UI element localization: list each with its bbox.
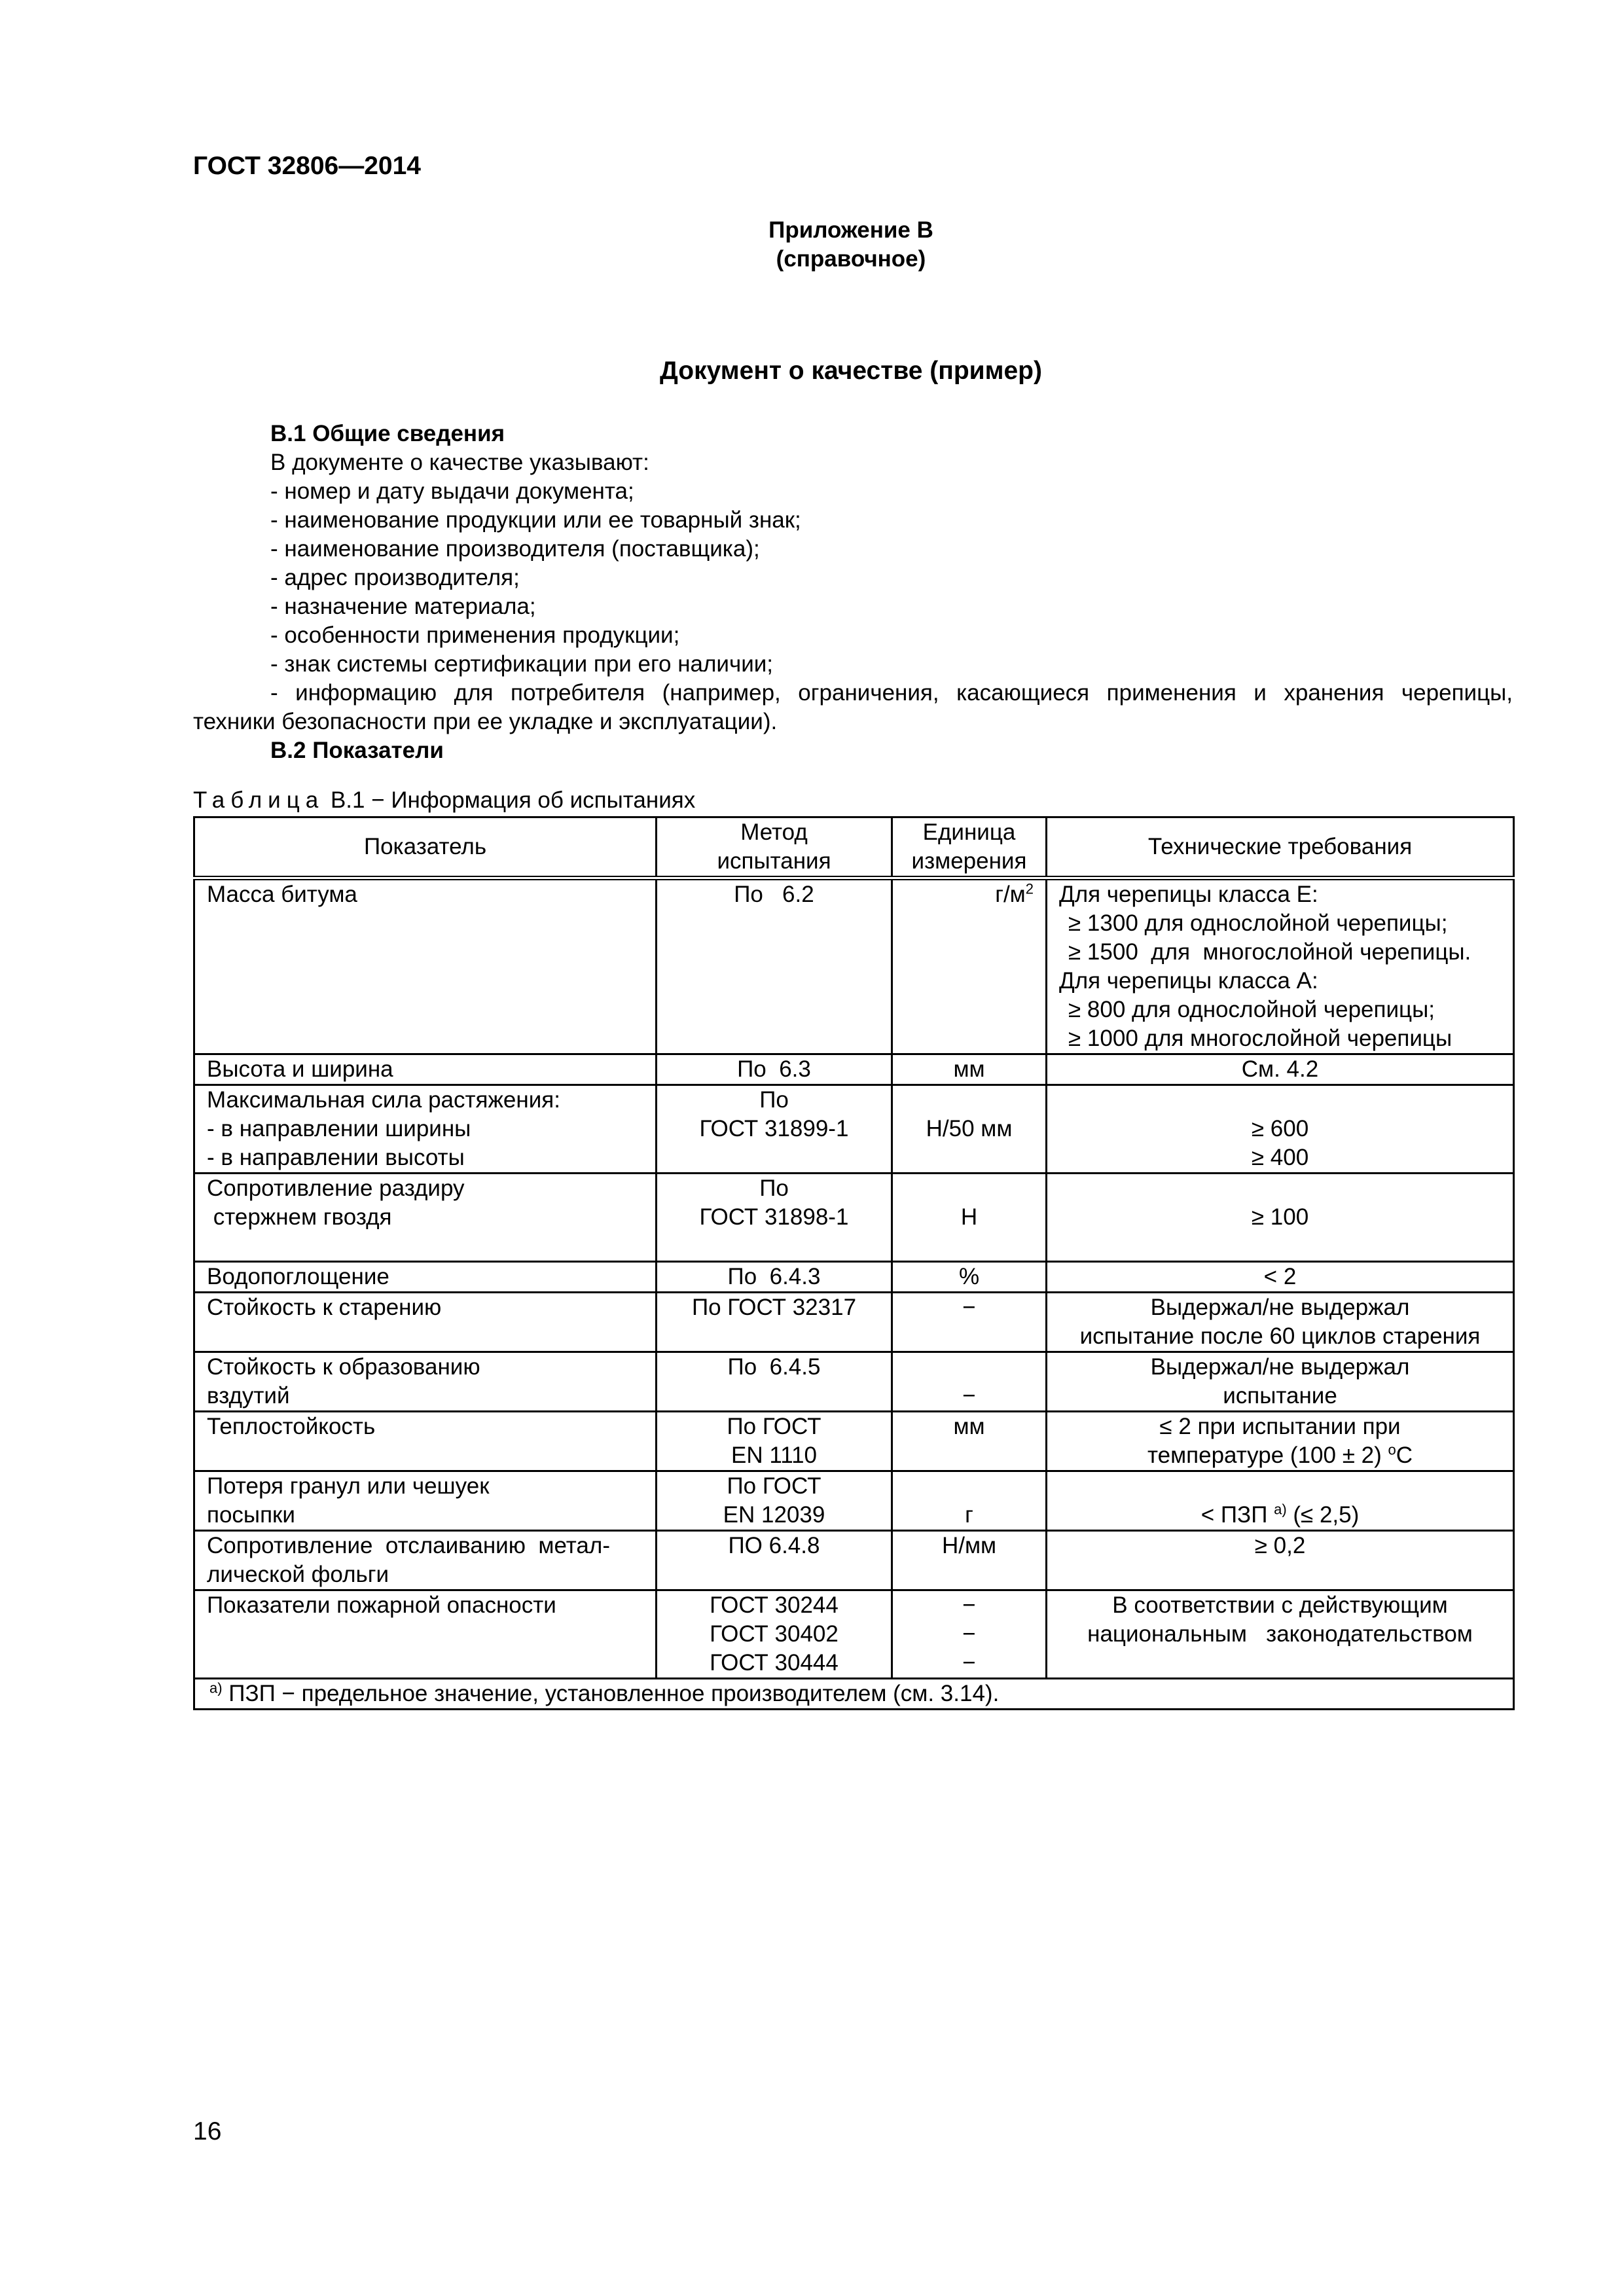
cell-line: Максимальная сила растяжения: bbox=[207, 1087, 560, 1113]
cell-unit bbox=[892, 1262, 1047, 1293]
cell-line: − bbox=[962, 1650, 976, 1676]
cell-line: По 6.2 bbox=[734, 882, 814, 907]
cell-line: ≥ 1000 для многослойной черепицы bbox=[1068, 1026, 1453, 1051]
cell-line: ≥ 1500 для многослойной черепицы. bbox=[1068, 939, 1471, 965]
cell-line: − bbox=[962, 1383, 976, 1408]
cell-indicator bbox=[194, 1085, 657, 1174]
document-code: ГОСТ 32806—2014 bbox=[193, 152, 421, 180]
table-header-row bbox=[194, 817, 1514, 878]
annex-kind: (справочное) bbox=[776, 246, 926, 272]
cell-line: % bbox=[958, 1264, 980, 1289]
cell-requirements bbox=[1047, 1054, 1514, 1085]
cell-indicator bbox=[194, 1174, 657, 1262]
cell-requirements bbox=[1047, 1085, 1514, 1174]
table-row bbox=[194, 1085, 1514, 1174]
table-row bbox=[194, 1471, 1514, 1531]
cell-method bbox=[657, 1293, 892, 1352]
cell-line: ≥ 0,2 bbox=[1254, 1533, 1306, 1558]
cell-method bbox=[657, 1412, 892, 1471]
footnote-ref: а) bbox=[1274, 1501, 1287, 1518]
table-row bbox=[194, 1590, 1514, 1679]
cell-line: ≤ 2 при испытании при bbox=[1159, 1414, 1401, 1439]
cell-line: Для черепицы класса А: bbox=[1059, 968, 1318, 994]
annex-title: Приложение В bbox=[768, 217, 933, 243]
cell-line: ≥ 800 для однослойной черепицы; bbox=[1068, 997, 1435, 1022]
header-requirements: Технические требования bbox=[1047, 817, 1514, 878]
cell-indicator bbox=[194, 1531, 657, 1590]
cell-method bbox=[657, 1054, 892, 1085]
cell-line: ПО 6.4.8 bbox=[728, 1533, 820, 1558]
cell-line: По 6.3 bbox=[737, 1056, 811, 1082]
document-title: Документ о качестве (пример) bbox=[660, 357, 1042, 385]
cell-unit bbox=[892, 1352, 1047, 1412]
cell-requirements bbox=[1047, 1352, 1514, 1412]
cell-method bbox=[657, 1590, 892, 1679]
cell-line: Сопротивление раздиру bbox=[207, 1175, 465, 1201]
cell-unit bbox=[892, 1085, 1047, 1174]
footnote-text: ПЗП − предельное значение, установленное производителем (см. 3.14). bbox=[222, 1681, 1000, 1706]
cell-line: Для черепицы класса Е: bbox=[1059, 882, 1318, 907]
cell-line bbox=[1059, 1441, 1501, 1470]
table-footnote-row bbox=[194, 1679, 1514, 1710]
cell-line: Потеря гранул или чешуек bbox=[207, 1473, 490, 1499]
header-unit bbox=[892, 817, 1047, 878]
table-row bbox=[194, 1531, 1514, 1590]
cell-indicator bbox=[194, 878, 657, 1054]
cell-line: По ГОСТ bbox=[727, 1414, 821, 1439]
cell-line: испытание bbox=[1223, 1383, 1337, 1408]
cell-line: По ГОСТ 32317 bbox=[691, 1295, 857, 1320]
cell-unit bbox=[892, 1412, 1047, 1471]
cell-indicator bbox=[194, 1590, 657, 1679]
table-row bbox=[194, 1412, 1514, 1471]
cell-line: стержнем гвоздя bbox=[207, 1204, 392, 1230]
cell-line: лической фольги bbox=[207, 1562, 389, 1587]
list-item: - особенности применения продукции; bbox=[270, 622, 680, 648]
cell-line: ≥ 1300 для однослойной черепицы; bbox=[1068, 910, 1448, 936]
table-row bbox=[194, 878, 1514, 1054]
req-text: (≤ 2,5) bbox=[1286, 1502, 1360, 1528]
cell-method bbox=[657, 1174, 892, 1262]
section-2-heading: В.2 Показатели bbox=[270, 738, 444, 763]
cell-requirements bbox=[1047, 878, 1514, 1054]
cell-method bbox=[657, 1471, 892, 1531]
table-row bbox=[194, 1174, 1514, 1262]
cell-method bbox=[657, 1531, 892, 1590]
cell-line: ГОСТ 31898-1 bbox=[699, 1204, 849, 1230]
cell-line: Стойкость к старению bbox=[207, 1295, 442, 1320]
section-1-intro: В документе о качестве указывают: bbox=[270, 450, 649, 475]
cell-unit bbox=[892, 878, 1047, 1054]
cell-line: - в направлении ширины bbox=[207, 1116, 471, 1141]
footnote-mark: а) bbox=[209, 1679, 223, 1696]
caption-rest: В.1 − Информация об испытаниях bbox=[324, 787, 696, 813]
cell-line: ≥ 600 bbox=[1251, 1116, 1309, 1141]
header-unit-line: Единица bbox=[922, 819, 1016, 845]
cell-line bbox=[1059, 1501, 1501, 1530]
header-method-line: испытания bbox=[717, 848, 831, 874]
table-caption bbox=[193, 787, 695, 814]
test-info-table bbox=[193, 816, 1515, 1710]
cell-unit bbox=[892, 1471, 1047, 1531]
cell-unit bbox=[892, 1174, 1047, 1262]
cell-line: По bbox=[759, 1175, 789, 1201]
cell-line: EN 1110 bbox=[731, 1443, 817, 1468]
table-footnote bbox=[194, 1679, 1514, 1710]
degree-sup: о bbox=[1388, 1441, 1396, 1458]
cell-line: − bbox=[962, 1592, 976, 1618]
table-row bbox=[194, 1352, 1514, 1412]
cell-line: ≥ 100 bbox=[1251, 1204, 1309, 1230]
list-item: - наименование продукции или ее товарный знак; bbox=[270, 507, 801, 533]
cell-unit bbox=[892, 1293, 1047, 1352]
cell-line: вздутий bbox=[207, 1383, 290, 1408]
cell-line: Н bbox=[960, 1204, 978, 1230]
cell-unit bbox=[892, 1590, 1047, 1679]
caption-prefix: Таблица bbox=[193, 787, 325, 813]
cell-line: ГОСТ 30444 bbox=[710, 1650, 839, 1676]
cell-line: г bbox=[965, 1502, 973, 1528]
list-item-continuation: техники безопасности при ее укладке и эксплуатации). bbox=[193, 709, 778, 734]
cell-requirements bbox=[1047, 1262, 1514, 1293]
cell-unit bbox=[892, 1531, 1047, 1590]
req-text: С bbox=[1396, 1443, 1413, 1468]
section-1-heading: В.1 Общие сведения bbox=[270, 421, 505, 446]
cell-line: См. 4.2 bbox=[1241, 1056, 1319, 1082]
unit-base: г/м bbox=[995, 882, 1026, 907]
cell-method bbox=[657, 1352, 892, 1412]
list-item: - адрес производителя; bbox=[270, 565, 520, 590]
cell-requirements bbox=[1047, 1174, 1514, 1262]
header-method bbox=[657, 817, 892, 878]
cell-method bbox=[657, 878, 892, 1054]
cell-line: мм bbox=[953, 1056, 985, 1082]
cell-line: посыпки bbox=[207, 1502, 295, 1528]
unit-sup: 2 bbox=[1025, 880, 1034, 897]
list-item: - назначение материала; bbox=[270, 594, 536, 619]
cell-indicator bbox=[194, 1471, 657, 1531]
list-item: - номер и дату выдачи документа; bbox=[270, 478, 634, 504]
cell-line: испытание после 60 циклов старения bbox=[1079, 1323, 1481, 1349]
cell-line: − bbox=[962, 1621, 976, 1647]
cell-line: По 6.4.3 bbox=[727, 1264, 821, 1289]
cell-indicator bbox=[194, 1352, 657, 1412]
cell-unit bbox=[892, 1054, 1047, 1085]
cell-line: EN 12039 bbox=[723, 1502, 825, 1528]
cell-line: − bbox=[962, 1295, 976, 1320]
cell-requirements bbox=[1047, 1471, 1514, 1531]
cell-indicator bbox=[194, 1262, 657, 1293]
cell-line: ГОСТ 31899-1 bbox=[699, 1116, 849, 1141]
cell-line: мм bbox=[953, 1414, 985, 1439]
cell-line: < 2 bbox=[1263, 1264, 1297, 1289]
cell-line: Показатели пожарной опасности bbox=[207, 1592, 556, 1618]
cell-line: Масса битума bbox=[207, 882, 357, 907]
cell-line: Стойкость к образованию bbox=[207, 1354, 480, 1380]
cell-requirements bbox=[1047, 1590, 1514, 1679]
cell-line: По ГОСТ bbox=[727, 1473, 821, 1499]
cell-line: ≥ 400 bbox=[1251, 1145, 1309, 1170]
cell-line: Н/мм bbox=[941, 1533, 997, 1558]
cell-line: Выдержал/не выдержал bbox=[1150, 1354, 1410, 1380]
table-row bbox=[194, 1054, 1514, 1085]
cell-indicator bbox=[194, 1412, 657, 1471]
cell-requirements bbox=[1047, 1412, 1514, 1471]
cell-requirements bbox=[1047, 1293, 1514, 1352]
list-item: - информацию для потребителя (например, ограничения, касающиеся применения и хранения черепицы, bbox=[270, 680, 1513, 706]
cell-line: Выдержал/не выдержал bbox=[1150, 1295, 1410, 1320]
cell-line: По 6.4.5 bbox=[727, 1354, 821, 1380]
cell-indicator bbox=[194, 1293, 657, 1352]
cell-method bbox=[657, 1085, 892, 1174]
table-row bbox=[194, 1262, 1514, 1293]
cell-line: В соответствии с действующим bbox=[1112, 1592, 1448, 1618]
cell-line: Н/50 мм bbox=[926, 1116, 1013, 1141]
cell-line: национальным законодательством bbox=[1087, 1621, 1473, 1647]
header-unit-line: измерения bbox=[911, 848, 1027, 874]
list-item: - наименование производителя (поставщика); bbox=[270, 536, 760, 562]
cell-line: ГОСТ 30402 bbox=[710, 1621, 839, 1647]
cell-indicator bbox=[194, 1054, 657, 1085]
cell-line: Сопротивление отслаиванию метал- bbox=[207, 1533, 610, 1558]
page-number: 16 bbox=[193, 2117, 222, 2145]
cell-line: - в направлении высоты bbox=[207, 1145, 465, 1170]
header-indicator: Показатель bbox=[194, 817, 657, 878]
cell-line: Высота и ширина bbox=[207, 1056, 393, 1082]
table-row bbox=[194, 1293, 1514, 1352]
header-method-line: Метод bbox=[740, 819, 808, 845]
list-item: - знак системы сертификации при его наличии; bbox=[270, 651, 774, 677]
cell-method bbox=[657, 1262, 892, 1293]
cell-line: Теплостойкость bbox=[207, 1414, 376, 1439]
cell-requirements bbox=[1047, 1531, 1514, 1590]
cell-line: ГОСТ 30244 bbox=[710, 1592, 839, 1618]
req-text: температуре (100 ± 2) bbox=[1147, 1443, 1388, 1468]
req-text: < ПЗП bbox=[1200, 1502, 1274, 1528]
cell-line: По bbox=[759, 1087, 789, 1113]
cell-line: Водопоглощение bbox=[207, 1264, 389, 1289]
